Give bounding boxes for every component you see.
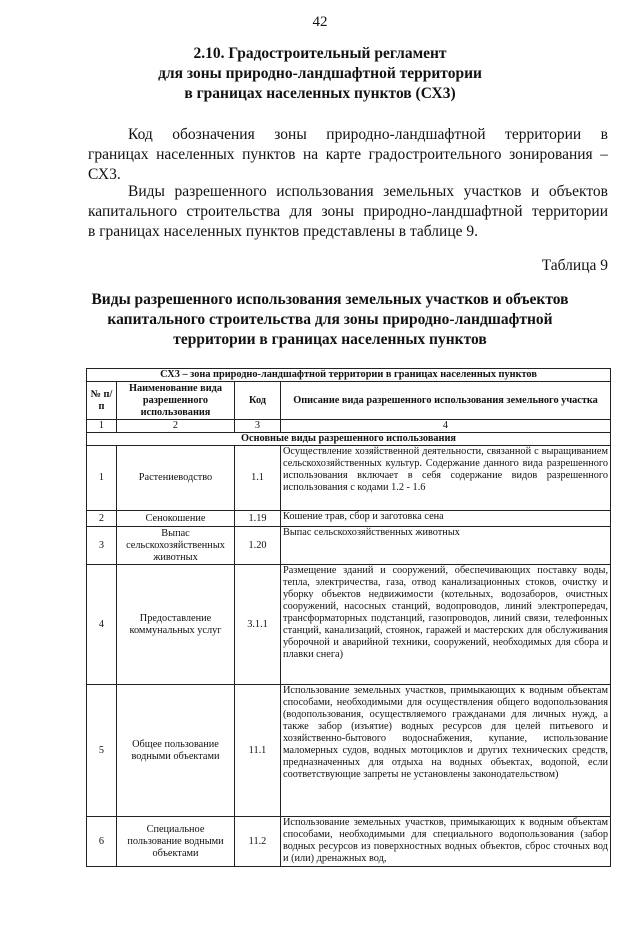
subheading-row bbox=[87, 433, 611, 446]
permitted-uses-table bbox=[86, 368, 611, 867]
row-name: Специальное пользование водными объектами bbox=[117, 817, 235, 867]
section-heading-line: 2.10. Градостроительный регламент bbox=[193, 45, 447, 62]
table-header-row bbox=[87, 382, 611, 420]
row-num: 2 bbox=[87, 511, 117, 527]
row-description: Осуществление хозяйственной деятельности, связанной с выращиванием сельскохозяйственных культур. Содержание данного вида разрешенного использования включает в себя содержание видов разрешенного использования с кодами 1.2 - 1.6 bbox=[281, 446, 611, 511]
page-number: 42 bbox=[312, 14, 328, 30]
row-name: Сенокошение bbox=[117, 511, 235, 527]
paragraph-line: СХ3. bbox=[88, 166, 121, 183]
paragraph-line: капитального строительства для зоны природно-ландшафтной территории bbox=[88, 203, 608, 220]
table-subheading: Основные виды разрешенного использования bbox=[87, 433, 611, 446]
table-row bbox=[87, 817, 611, 867]
row-code: 3.1.1 bbox=[235, 565, 281, 685]
column-number: 3 bbox=[235, 420, 281, 433]
row-num: 3 bbox=[87, 527, 117, 565]
row-code: 1.1 bbox=[235, 446, 281, 511]
row-num: 5 bbox=[87, 685, 117, 817]
table-title bbox=[60, 290, 600, 350]
column-number: 4 bbox=[281, 420, 611, 433]
table-title-line: капитального строительства для зоны природно-ландшафтной bbox=[107, 311, 553, 328]
row-code: 1.20 bbox=[235, 527, 281, 565]
row-name: Растениеводство bbox=[117, 446, 235, 511]
row-code: 11.2 bbox=[235, 817, 281, 867]
section-heading-line: в границах населенных пунктов (СХ3) bbox=[184, 85, 456, 102]
paragraph-permitted-uses bbox=[88, 182, 608, 242]
row-description: Использование земельных участков, примыкающих к водным объектам способами, необходимыми для специального водопользования (забор водных ресурсов из поверхностных водных объектов, сброс сточных вод и (или) дренажных вод, bbox=[281, 817, 611, 867]
column-number-row bbox=[87, 420, 611, 433]
column-number: 1 bbox=[87, 420, 117, 433]
paragraph-zone-code bbox=[88, 125, 608, 185]
table-title-line: Виды разрешенного использования земельных участков и объектов bbox=[91, 291, 569, 308]
section-heading bbox=[90, 44, 550, 104]
row-code: 1.19 bbox=[235, 511, 281, 527]
table-caption: СХ3 – зона природно-ландшафтной территории в границах населенных пунктов bbox=[87, 369, 611, 382]
table-row bbox=[87, 446, 611, 511]
row-description: Выпас сельскохозяйственных животных bbox=[281, 527, 611, 565]
row-description: Кошение трав, сбор и заготовка сена bbox=[281, 511, 611, 527]
header-description: Описание вида разрешенного использования земельного участка bbox=[281, 382, 611, 420]
header-name: Наименование вида разрешенного использования bbox=[117, 382, 235, 420]
row-num: 1 bbox=[87, 446, 117, 511]
column-number: 2 bbox=[117, 420, 235, 433]
paragraph-line: в границах населенных пунктов представлены в таблице 9. bbox=[88, 223, 478, 240]
row-num: 4 bbox=[87, 565, 117, 685]
table-caption-row bbox=[87, 369, 611, 382]
table-row bbox=[87, 527, 611, 565]
row-num: 6 bbox=[87, 817, 117, 867]
section-heading-line: для зоны природно-ландшафтной территории bbox=[158, 65, 482, 82]
row-description: Использование земельных участков, примыкающих к водным объектам способами, необходимыми для осуществления общего водопользования (водопользования, осуществляемого гражданами для личных нужд, а также забор (изъятие) водных ресурсов для целей питьевого и хозяйственно-бытового водоснабжения, купание, использование маломерных судов, водных мотоциклов и других технических средств, предназначенных для отдыха на водных объектах, водопой, если соответствующие запреты не установлены законодательством) bbox=[281, 685, 611, 817]
table-row bbox=[87, 685, 611, 817]
paragraph-line: Виды разрешенного использования земельных участков и объектов bbox=[128, 183, 608, 200]
table-label: Таблица 9 bbox=[541, 257, 608, 274]
paragraph-line: границах населенных пунктов на карте градостроительного зонирования – bbox=[88, 146, 608, 163]
header-code: Код bbox=[235, 382, 281, 420]
row-name: Предоставление коммунальных услуг bbox=[117, 565, 235, 685]
row-name: Выпас сельскохозяйственных животных bbox=[117, 527, 235, 565]
row-name: Общее пользование водными объектами bbox=[117, 685, 235, 817]
table-title-line: территории в границах населенных пунктов bbox=[173, 331, 487, 348]
table-row bbox=[87, 565, 611, 685]
paragraph-line: Код обозначения зоны природно-ландшафтной территории в bbox=[128, 126, 608, 143]
row-code: 11.1 bbox=[235, 685, 281, 817]
table-row bbox=[87, 511, 611, 527]
row-description: Размещение зданий и сооружений, обеспечивающих поставку воды, тепла, электричества, газа, отвод канализационных стоков, очистку и уборку объектов недвижимости (котельных, водозаборов, очистных сооружений, насосных станций, водопроводов, линий электропередач, трансформаторных подстанций, газопроводов, линий связи, телефонных станций, канализаций, стоянок, гаражей и мастерских для обслуживания уборочной и аварийной техники, сооружений, необходимых для сбора и плавки снега) bbox=[281, 565, 611, 685]
header-num: № п/п bbox=[87, 382, 117, 420]
